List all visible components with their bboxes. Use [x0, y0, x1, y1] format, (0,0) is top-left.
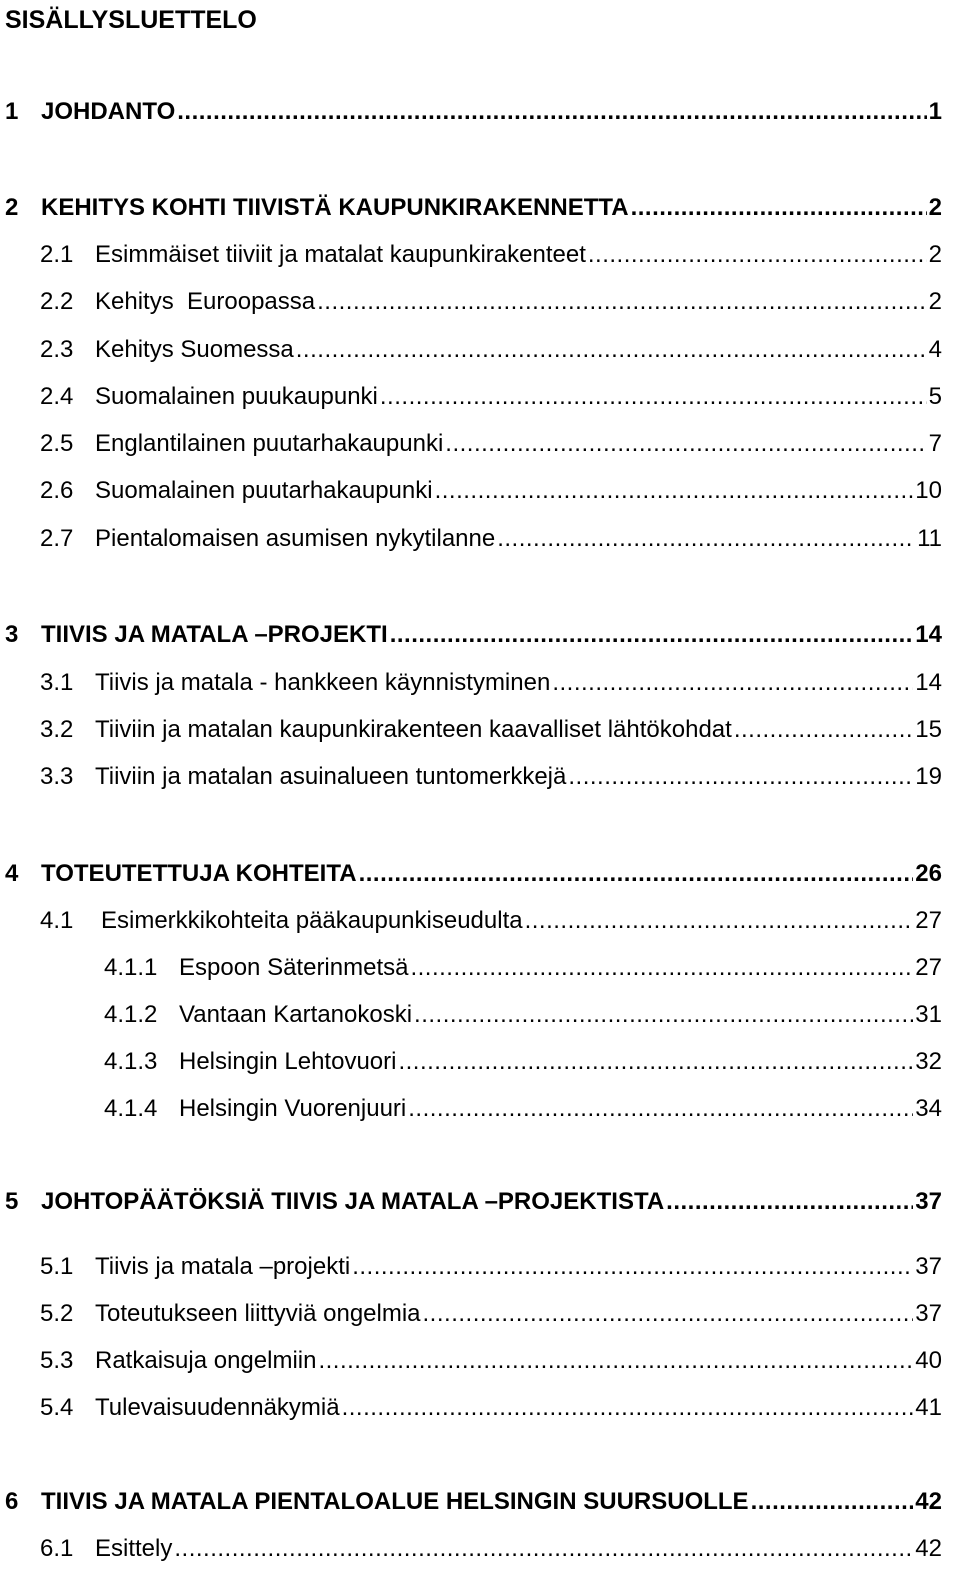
entry-number: 2.2	[40, 288, 74, 315]
entry-number: 4.1	[40, 907, 74, 934]
entry-title: Tiivis ja matala - hankkeen käynnistyminen	[95, 669, 551, 696]
entry-number: 5	[5, 1188, 19, 1215]
toc-entry-section[interactable]	[0, 1299, 942, 1329]
toc-entry-subsection[interactable]	[0, 1000, 942, 1030]
entry-title: Pientalomaisen asumisen nykytilanne	[95, 525, 496, 552]
entry-page-number: 41	[915, 1394, 942, 1421]
dot-leader	[631, 193, 927, 223]
toc-entry-section[interactable]	[0, 1346, 942, 1376]
entry-number: 3.1	[40, 669, 74, 696]
entry-page-number: 37	[915, 1253, 942, 1280]
entry-page-number: 14	[915, 621, 942, 648]
entry-title: Tulevaisuudennäkymiä	[95, 1394, 340, 1421]
dot-leader	[352, 1252, 913, 1282]
entry-title: Ratkaisuja ongelmiin	[95, 1347, 317, 1374]
dot-leader	[734, 715, 913, 745]
dot-leader	[568, 762, 913, 792]
entry-title: Suomalainen puukaupunki	[95, 383, 378, 410]
entry-page-number: 34	[915, 1095, 942, 1122]
entry-number: 4.1.1	[104, 954, 158, 981]
toc-entry-chapter[interactable]	[0, 859, 942, 889]
toc-entry-chapter[interactable]	[0, 1487, 942, 1517]
entry-number: 2	[5, 194, 19, 221]
dot-leader	[445, 429, 926, 459]
dot-leader	[318, 1346, 913, 1376]
dot-leader	[525, 906, 914, 936]
entry-number: 2.1	[40, 241, 74, 268]
dot-leader	[380, 382, 927, 412]
dot-leader	[390, 620, 914, 650]
entry-number: 2.7	[40, 525, 74, 552]
entry-number: 3.2	[40, 716, 74, 743]
entry-page-number: 7	[928, 430, 942, 457]
dot-leader	[410, 953, 913, 983]
dot-leader	[398, 1047, 913, 1077]
toc-entry-subsection[interactable]	[0, 1094, 942, 1124]
entry-number: 5.1	[40, 1253, 74, 1280]
entry-title: Kehitys Euroopassa	[95, 288, 316, 315]
entry-title: Esimerkkikohteita pääkaupunkiseudulta	[101, 907, 523, 934]
entry-page-number: 4	[928, 336, 942, 363]
toc-entry-subsection[interactable]	[0, 1047, 942, 1077]
entry-page-number: 14	[915, 669, 942, 696]
toc-entry-chapter[interactable]	[0, 1187, 942, 1217]
entry-number: 5.2	[40, 1300, 74, 1327]
toc-entry-section[interactable]	[0, 429, 942, 459]
dot-leader	[177, 97, 926, 127]
entry-title: Suomalainen puutarhakaupunki	[95, 477, 433, 504]
entry-page-number: 40	[915, 1347, 942, 1374]
entry-page-number: 26	[915, 860, 942, 887]
entry-title: TIIVIS JA MATALA –PROJEKTI	[41, 621, 388, 648]
toc-entry-subsection[interactable]	[0, 953, 942, 983]
entry-number: 2.3	[40, 336, 74, 363]
dot-leader	[751, 1487, 914, 1517]
dot-leader	[588, 240, 927, 270]
dot-leader	[552, 668, 913, 698]
toc-entry-section[interactable]	[0, 287, 942, 317]
toc-entry-section[interactable]	[0, 906, 942, 936]
dot-leader	[174, 1534, 913, 1564]
toc-entry-chapter[interactable]	[0, 620, 942, 650]
entry-page-number: 27	[915, 907, 942, 934]
toc-entry-section[interactable]	[0, 240, 942, 270]
entry-title: JOHTOPÄÄTÖKSIÄ TIIVIS JA MATALA –PROJEKTISTA	[41, 1188, 665, 1215]
entry-title: Englantilainen puutarhakaupunki	[95, 430, 444, 457]
dot-leader	[666, 1187, 913, 1217]
entry-page-number: 15	[915, 716, 942, 743]
toc-entry-section[interactable]	[0, 668, 942, 698]
toc-entry-section[interactable]	[0, 335, 942, 365]
entry-title: Espoon Säterinmetsä	[179, 954, 409, 981]
toc-entry-section[interactable]	[0, 1252, 942, 1282]
entry-title: Helsingin Vuorenjuuri	[179, 1095, 407, 1122]
entry-number: 4.1.2	[104, 1001, 158, 1028]
toc-entry-section[interactable]	[0, 382, 942, 412]
dot-leader	[414, 1000, 913, 1030]
entry-title: Tiivis ja matala –projekti	[95, 1253, 351, 1280]
dot-leader	[342, 1393, 914, 1423]
entry-title: JOHDANTO	[41, 98, 176, 125]
entry-number: 2.5	[40, 430, 74, 457]
toc-entry-section[interactable]	[0, 476, 942, 506]
entry-number: 5.3	[40, 1347, 74, 1374]
entry-title: TOTEUTETTUJA KOHTEITA	[41, 860, 357, 887]
entry-page-number: 5	[928, 383, 942, 410]
toc-entry-section[interactable]	[0, 715, 942, 745]
toc-entry-section[interactable]	[0, 1534, 942, 1564]
entry-page-number: 19	[915, 763, 942, 790]
dot-leader	[423, 1299, 914, 1329]
entry-page-number: 31	[915, 1001, 942, 1028]
entry-page-number: 1	[928, 98, 942, 125]
entry-page-number: 32	[915, 1048, 942, 1075]
entry-title: Vantaan Kartanokoski	[179, 1001, 413, 1028]
toc-entry-chapter[interactable]	[0, 193, 942, 223]
dot-leader	[359, 859, 914, 889]
entry-title: Tiiviin ja matalan kaupunkirakenteen kaavalliset lähtökohdat	[95, 716, 732, 743]
entry-page-number: 42	[915, 1488, 942, 1515]
entry-page-number: 42	[915, 1535, 942, 1562]
entry-title: KEHITYS KOHTI TIIVISTÄ KAUPUNKIRAKENNETTA	[41, 194, 629, 221]
toc-entry-section[interactable]	[0, 524, 942, 554]
dot-leader	[497, 524, 915, 554]
entry-page-number: 2	[928, 194, 942, 221]
entry-number: 6	[5, 1488, 19, 1515]
entry-title: Tiiviin ja matalan asuinalueen tuntomerkkejä	[95, 763, 567, 790]
entry-page-number: 11	[917, 525, 942, 552]
dot-leader	[296, 335, 927, 365]
entry-title: TIIVIS JA MATALA PIENTALOALUE HELSINGIN SUURSUOLLE	[41, 1488, 749, 1515]
entry-number: 3	[5, 621, 19, 648]
entry-title: Toteutukseen liittyviä ongelmia	[95, 1300, 421, 1327]
entry-number: 4.1.4	[104, 1095, 158, 1122]
entry-number: 3.3	[40, 763, 74, 790]
entry-title: Esittely	[95, 1535, 173, 1562]
toc-entry-section[interactable]	[0, 1393, 942, 1423]
dot-leader	[317, 287, 927, 317]
entry-number: 2.6	[40, 477, 74, 504]
entry-number: 1	[5, 98, 19, 125]
entry-page-number: 27	[915, 954, 942, 981]
entry-title: Kehitys Suomessa	[95, 336, 294, 363]
entry-number: 4	[5, 860, 19, 887]
toc-heading: SISÄLLYSLUETTELO	[5, 6, 257, 34]
dot-leader	[408, 1094, 913, 1124]
entry-number: 2.4	[40, 383, 74, 410]
entry-page-number: 10	[915, 477, 942, 504]
entry-number: 4.1.3	[104, 1048, 158, 1075]
entry-title: Helsingin Lehtovuori	[179, 1048, 397, 1075]
entry-title: Esimmäiset tiiviit ja matalat kaupunkirakenteet	[95, 241, 586, 268]
dot-leader	[435, 476, 914, 506]
entry-page-number: 37	[915, 1188, 942, 1215]
toc-entry-chapter[interactable]	[0, 97, 942, 127]
entry-number: 5.4	[40, 1394, 74, 1421]
entry-page-number: 2	[928, 288, 942, 315]
entry-page-number: 2	[928, 241, 942, 268]
entry-page-number: 37	[915, 1300, 942, 1327]
toc-entry-section[interactable]	[0, 762, 942, 792]
entry-number: 6.1	[40, 1535, 74, 1562]
